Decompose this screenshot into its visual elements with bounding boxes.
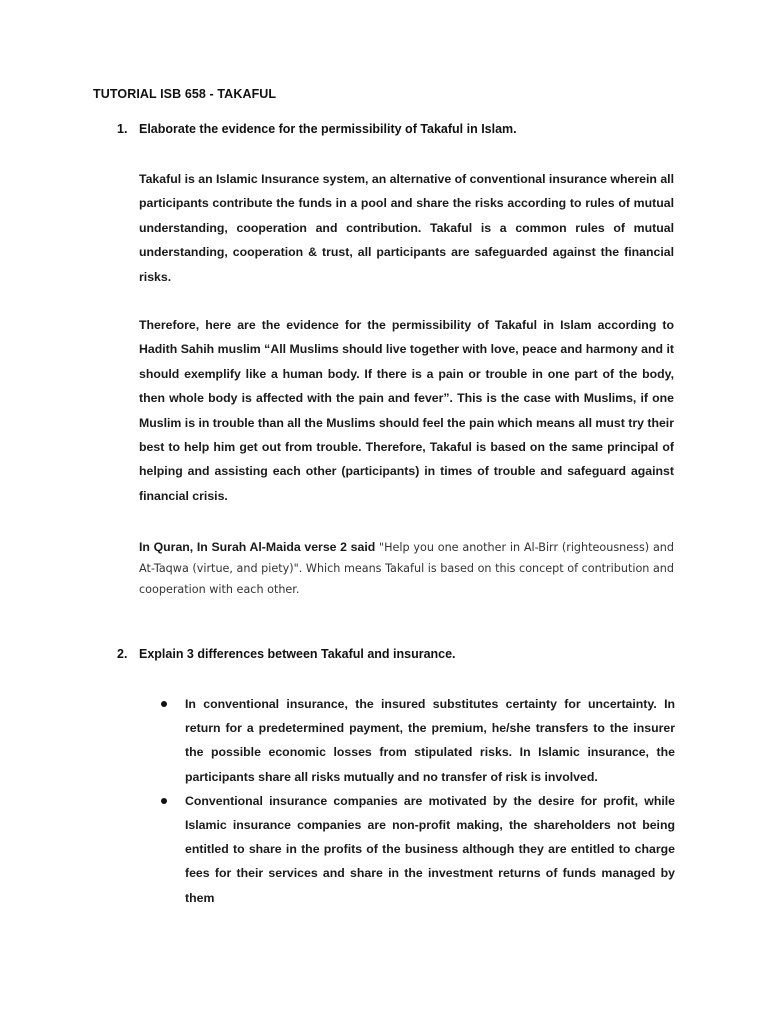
list-item bbox=[161, 789, 675, 910]
bullet-icon bbox=[161, 701, 167, 707]
question-1-text: Elaborate the evidence for the permissibility of Takaful in Islam. bbox=[139, 122, 517, 136]
question-2-number: 2. bbox=[117, 647, 128, 661]
quran-verse: "Help you one another in Al-Birr (righteousness) and At-Taqwa (virtue, and piety)". Which means Takaful is based on this concept of contribution and cooperation with each other. bbox=[139, 541, 674, 596]
list-item-text: Conventional insurance companies are motivated by the desire for profit, while Islamic insurance companies are non-profit making, the shareholders not being entitled to share in the profits of the business although they are entitled to charge fees for their services and share in the investment returns of funds managed by them bbox=[185, 793, 675, 905]
list-item-text: In conventional insurance, the insured substitutes certainty for uncertainty. In return for a predetermined payment, the premium, he/she transfers to the insurer the possible economic losses from stipulated risks. In Islamic insurance, the participants share all risks mutually and no transfer of risk is involved. bbox=[185, 697, 675, 784]
differences-list bbox=[161, 692, 675, 910]
bullet-icon bbox=[161, 798, 167, 804]
question-1-quran-paragraph bbox=[139, 537, 674, 600]
document-title: TUTORIAL ISB 658 - TAKAFUL bbox=[93, 87, 277, 101]
question-1-heading bbox=[117, 122, 517, 136]
question-1-paragraph-1: Takaful is an Islamic Insurance system, an alternative of conventional insurance wherein all participants contribute the funds in a pool and share the risks according to rules of mutual understanding, cooperation and contribution. Takaful is a common rules of mutual understanding, cooperation & trust, all participants are safeguarded against the financial risks. bbox=[139, 172, 674, 284]
quran-reference: In Quran, In Surah Al-Maida verse 2 said bbox=[139, 540, 379, 554]
question-1-number: 1. bbox=[117, 122, 128, 136]
question-1-paragraph-2: Therefore, here are the evidence for the permissibility of Takaful in Islam according to Hadith Sahih muslim “All Muslims should live together with love, peace and harmony and it should exemplify like a human body. If there is a pain or trouble in one part of the body, then whole body is affected with the pain and fever”. This is the case with Muslims, if one Muslim is in trouble than all the Muslims should feel the pain which means all must try their best to help him get out from trouble. Therefore, Takaful is based on the same principal of helping and assisting each other (participants) in times of trouble and safeguard against financial crisis. bbox=[139, 318, 675, 503]
list-item bbox=[161, 692, 675, 789]
question-2-text: Explain 3 differences between Takaful and insurance. bbox=[139, 647, 456, 661]
question-2-heading bbox=[117, 647, 456, 661]
